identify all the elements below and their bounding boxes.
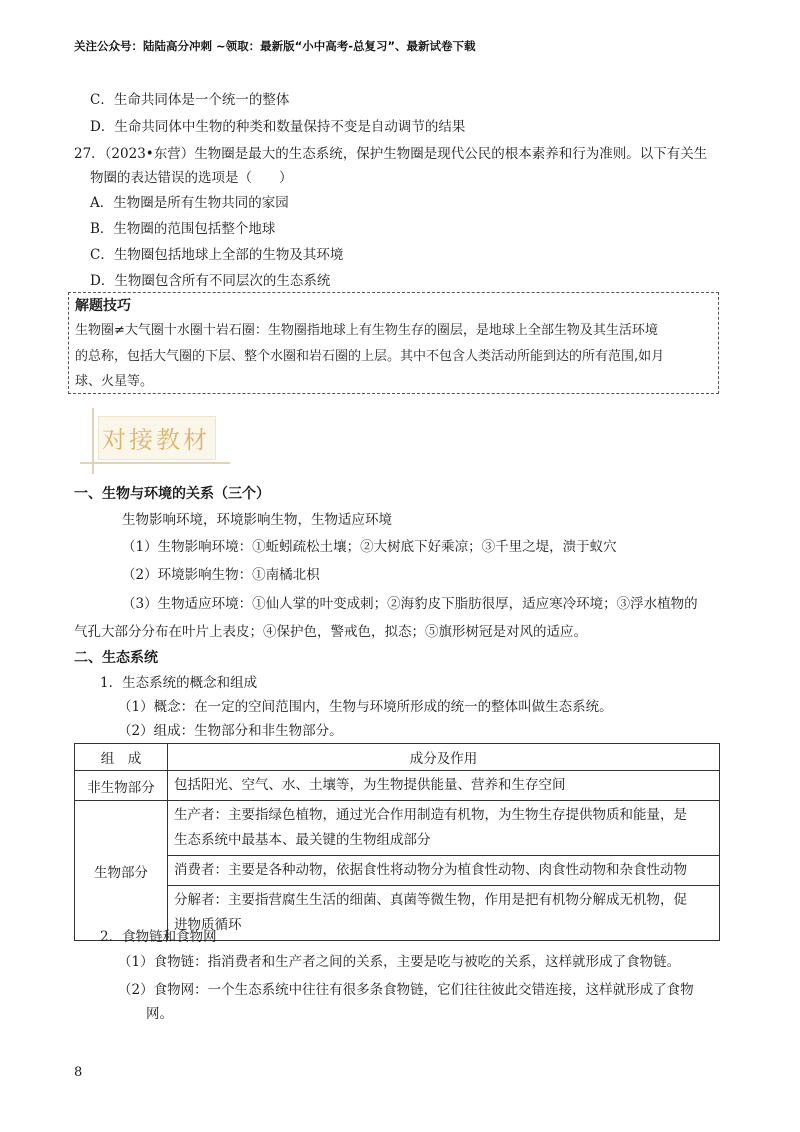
page-number: 8 [74, 1065, 83, 1080]
section-2-sub-2: 2．食物链和食物网 [100, 929, 217, 945]
table-decomposer-line-1: 分解者：主要指营腐生生活的细菌、真菌等微生物，作用是把有机物分解成无机物，促 [174, 892, 687, 908]
tips-box [68, 292, 719, 394]
table-nonbio-text [168, 771, 720, 801]
tips-line-2: 的总称，包括大气圈的下层、整个水圈和岩石圈的上层。其中不包含人类活动所能到达的所有范围,如月 [75, 349, 665, 364]
table-producer-line-1: 生产者：主要指绿色植物，通过光合作用制造有机物，为生物生存提供物质和能量，是 [174, 807, 687, 823]
section-2-concept: （1）概念：在一定的空间范围内，生物与环境所形成的统一的整体叫做生态系统。 [118, 699, 613, 715]
question-27-option-b: B．生物圈的范围包括整个地球 [90, 221, 276, 237]
table-decomposer-cell [168, 886, 720, 941]
banner-decor-vertical [92, 408, 94, 474]
prev-option-c: C．生命共同体是一个统一的整体 [90, 92, 290, 108]
section-banner [80, 408, 240, 474]
table-row-nonbio [75, 771, 720, 801]
table-header-composition: 组 成 [75, 744, 168, 771]
section-2-composition: （2）组成：生物部分和非生物部分。 [118, 723, 343, 739]
table-consumer-line: 消费者：主要是各种动物，依据食性将动物分为植食性动物、肉食性动物和杂食性动物 [174, 862, 687, 878]
section-2-sub-1: 1．生态系统的概念和组成 [100, 675, 258, 691]
table-producer-cell [168, 801, 720, 856]
section-1-item-2: （2）环境影响生物：①南橘北枳 [122, 567, 320, 583]
question-27-option-a: A．生物圈是所有生物共同的家园 [90, 195, 289, 211]
tips-line-3: 球、火星等。 [75, 374, 154, 389]
table-header-components: 成分及作用 [168, 744, 720, 771]
table-consumer-cell [168, 856, 720, 886]
table-decomposer-line-2: 进物质循环 [174, 917, 242, 933]
tips-title: 解题技巧 [75, 298, 131, 314]
section-1-item-1: （1）生物影响环境：①蚯蚓疏松土壤；②大树底下好乘凉；③千里之堤，溃于蚁穴 [122, 539, 617, 555]
question-27-option-d: D．生物圈包含所有不同层次的生态系统 [90, 273, 331, 289]
ecosystem-table [74, 743, 720, 941]
table-nonbio-line: 包括阳光、空气、水、土壤等，为生物提供能量、营养和生存空间 [174, 777, 566, 793]
question-27-option-c: C．生物圈包括地球上全部的生物及其环境 [90, 247, 344, 263]
page-header: 关注公众号：陆陆高分冲刺 ~领取：最新版“小中高考-总复习”、最新试卷下载 [74, 39, 476, 53]
food-chain-text: （1）食物链：指消费者和生产者之间的关系，主要是吃与被吃的关系，这样就形成了食物链。 [118, 954, 681, 970]
prev-option-d: D．生命共同体中生物的种类和数量保持不变是自动调节的结果 [90, 119, 466, 135]
section-1-title: 一、生物与环境的关系（三个） [74, 486, 270, 502]
section-1-item-3-cont: 气孔大部分分布在叶片上表皮；④保护色，警戒色，拟态；⑤旗形树冠是对风的适应。 [74, 624, 587, 640]
table-row-consumer [75, 856, 720, 886]
table-producer-line-2: 生态系统中最基本、最关键的生物组成部分 [174, 832, 431, 848]
question-27-stem: 27．（2023•东营）生物圈是最大的生态系统，保护生物圈是现代公民的根本素养和行为准则。以下有关生 [74, 146, 708, 162]
table-bio-label: 生物部分 [75, 801, 168, 941]
table-row-producer [75, 801, 720, 856]
banner-title: 对接教材 [102, 426, 210, 454]
table-nonbio-label: 非生物部分 [75, 771, 168, 801]
section-2-title: 二、生态系统 [74, 650, 158, 666]
question-27-stem-cont: 物圈的表达错误的选项是（ ） [90, 170, 293, 186]
section-1-item-3: （3）生物适应环境：①仙人掌的叶变成刺；②海豹皮下脂肪很厚，适应寒冷环境；③浮水植物的 [122, 596, 698, 612]
food-web-text: （2）食物网：一个生态系统中往往有很多条食物链，它们往往彼此交错连接，这样就形成了食物 [118, 982, 694, 998]
section-1-intro: 生物影响环境，环境影响生物，生物适应环境 [122, 512, 392, 528]
food-web-text-cont: 网。 [146, 1006, 173, 1022]
tips-line-1: 生物圈≠大气圈十水圈十岩石圈：生物圈指地球上有生物生存的圈层，是地球上全部生物及其生活环境 [75, 323, 658, 338]
table-header-row [75, 744, 720, 771]
banner-decor-horizontal [80, 462, 230, 464]
